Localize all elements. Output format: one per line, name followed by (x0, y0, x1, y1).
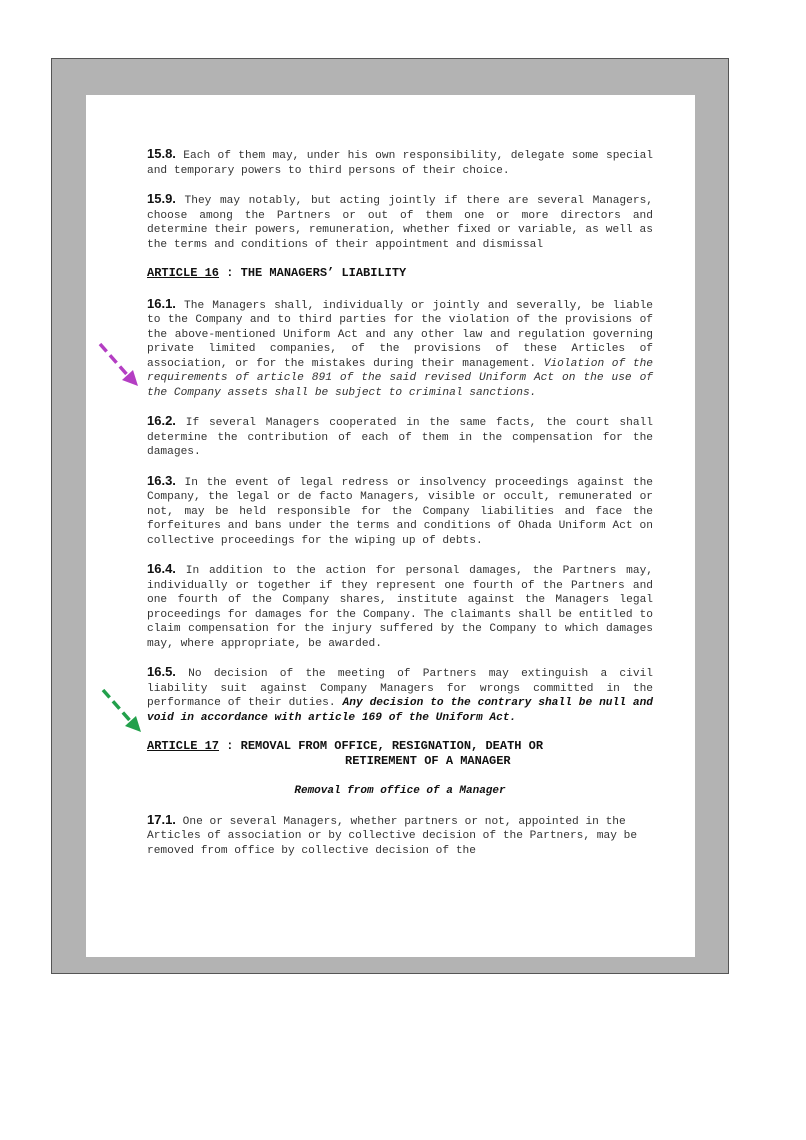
clause-number: 16.3. (147, 472, 176, 488)
clause-number: 16.4. (147, 561, 176, 576)
clause-number: 15.8. (147, 146, 176, 161)
clause-italic-text: Violation of the requirements of article 891 of the said revised Uniform Act on the use of the Company assets shall be subject to criminal sanctions. (147, 357, 654, 399)
clause-text: One or several Managers, whether partners or not, appointed in the Articles of association or by collective decision of the Partners, may be removed from office by collective decision of the (147, 815, 638, 857)
clause-text: Each of them may, under his own responsibility, delegate some special and temporary powers to third persons of their choice. (147, 150, 653, 177)
clause-text: If several Managers cooperated in the same facts, the court shall determine the contribution of each of them in the compensation for the damages. (147, 417, 653, 458)
paragraph-16-2 (147, 414, 653, 460)
clause-number: 15.9. (147, 191, 176, 206)
clause-text: The Managers shall, individually or jointly and severally, be liable to the Company and to third parties for the violation of the provisions of the above-mentioned Uniform Act and any other law and regulation governing private limited companies, of the provisions of these Articles of association, or for the mistakes during their management. (147, 299, 654, 370)
paragraph-16-4 (147, 562, 653, 651)
paragraph-16-3 (147, 474, 653, 549)
paragraph-15-8 (147, 147, 653, 178)
clause-text: No decision of the meeting of Partners may extinguish a civil liability suit against Company Managers for wrongs committed in the performance of their duties. (147, 668, 653, 709)
article-title: : THE MANAGERS’ LIABILITY (226, 266, 407, 280)
purple-arrow-icon (96, 340, 142, 390)
clause-number: 17.1. (147, 811, 176, 827)
article-label: ARTICLE 17 (147, 739, 220, 753)
clause-number: 16.1. (147, 295, 176, 311)
article-title: : REMOVAL FROM OFFICE, RESIGNATION, DEATH OR (226, 739, 544, 753)
paragraph-15-9 (147, 192, 653, 252)
article-17-heading (147, 739, 653, 768)
clause-text: They may notably, but acting jointly if there are several Managers, choose among the Partners or out of them one or more directors and determine their powers, remuneration, whether fixed or variable, as well as the terms and conditions of their appointment and dismissal (147, 195, 654, 251)
article-label: ARTICLE 16 (147, 266, 220, 280)
green-arrow-icon (99, 686, 145, 736)
article-title-continued: RETIREMENT OF A MANAGER (345, 753, 511, 768)
paragraph-16-1 (147, 297, 653, 401)
clause-text: In addition to the action for personal damages, the Partners may, individually or together if they represent one fourth of the Partners and one fourth of the Company shares, institute against the Managers legal proceedings for damages for the Company. The claimants shall be entitled to claim compensation for the injury suffered by the Company to which damages may, where appropriate, be awarded. (147, 565, 653, 650)
paragraph-17-1 (147, 813, 653, 859)
article-16-heading (147, 266, 653, 281)
document-content (147, 147, 653, 872)
clause-text: In the event of legal redress or insolvency proceedings against the Company, the legal or de facto Managers, visible or occult, remunerated or not, may be held responsible for the Company liabilities and face the forfeitures and bans under the terms and conditions of Ohada Uniform Act on collective proceedings for the wiping up of debts. (147, 476, 654, 547)
section-subheading: Removal from office of a Manager (294, 785, 506, 797)
clause-number: 16.5. (147, 664, 176, 679)
clause-bold-italic-text: Any decision to the contrary shall be null and void in accordance with article 169 of the Uniform Act. (147, 697, 654, 724)
clause-number: 16.2. (147, 413, 176, 428)
paragraph-16-5 (147, 665, 653, 725)
